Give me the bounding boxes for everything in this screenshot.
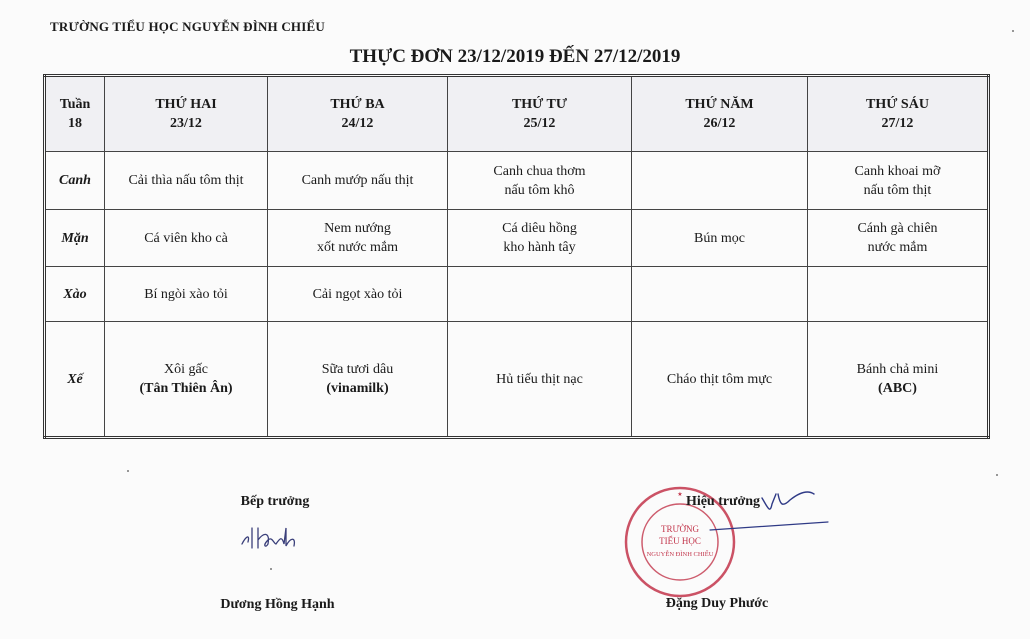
scan-speck <box>1012 30 1014 32</box>
dish-line: Bí ngòi xào tỏi <box>144 286 228 302</box>
dish-line: xốt nước mắm <box>316 240 399 255</box>
menu-cell <box>632 267 808 322</box>
menu-cell <box>448 267 632 322</box>
school-name: TRƯỜNG TIỂU HỌC NGUYỄN ĐÌNH CHIỂU <box>50 19 325 34</box>
meal-label: Xế <box>45 322 105 438</box>
dish-brand: (ABC) <box>878 381 917 396</box>
menu-cell <box>808 322 989 438</box>
scan-speck <box>270 568 272 570</box>
day-name: THỨ SÁU <box>866 97 929 112</box>
scan-speck <box>127 470 129 472</box>
menu-cell <box>448 152 632 210</box>
dish-line: Cải thìa nấu tôm thịt <box>128 173 244 188</box>
day-date: 25/12 <box>523 116 556 131</box>
dish-line: Cháo thịt tôm mực <box>666 371 773 387</box>
day-date: 27/12 <box>881 116 914 131</box>
dish-brand: (Tân Thiên Ân) <box>139 381 233 396</box>
dish-line: nấu tôm khô <box>504 182 575 198</box>
scan-speck <box>996 474 998 476</box>
menu-cell <box>268 152 448 210</box>
dish-line: Canh khoai mỡ <box>854 163 941 179</box>
dish-line: Sữa tươi dâu <box>321 362 394 377</box>
day-date: 26/12 <box>703 116 736 131</box>
menu-cell <box>808 152 989 210</box>
chef-name: Dương Hồng Hạnh <box>220 597 335 612</box>
dish-line: Cánh gà chiên <box>857 221 938 236</box>
week-label: Tuần <box>59 97 91 112</box>
dish-line: Cá viên kho cà <box>144 230 228 246</box>
menu-cell <box>105 210 268 267</box>
menu-cell <box>448 210 632 267</box>
menu-cell <box>808 210 989 267</box>
menu-cell <box>808 267 989 322</box>
dish-line: Cá diêu hồng <box>502 221 577 236</box>
day-header <box>808 76 989 152</box>
meal-row-xe <box>45 322 989 438</box>
dish-line: Hủ tiếu thịt nạc <box>496 371 583 387</box>
dish-line: Cải ngọt xào tỏi <box>312 286 403 302</box>
meal-label: Mặn <box>45 210 105 267</box>
principal-signature <box>700 484 840 544</box>
day-name: THỨ BA <box>330 97 385 112</box>
dish-line: Bún mọc <box>694 230 745 246</box>
chef-signature <box>238 522 328 556</box>
day-header <box>268 76 448 152</box>
dish-line: Canh chua thơm <box>493 163 586 179</box>
menu-cell <box>632 322 808 438</box>
day-name: THỨ TƯ <box>511 97 568 112</box>
menu-cell <box>632 152 808 210</box>
principal-name: Đặng Duy Phước <box>665 596 769 611</box>
meal-row-canh <box>45 152 989 210</box>
dish-line: nấu tôm thịt <box>863 182 932 198</box>
chef-role: Bếp trưởng <box>240 494 310 509</box>
menu-cell <box>268 210 448 267</box>
menu-cell <box>105 267 268 322</box>
meal-label: Xào <box>45 267 105 322</box>
day-name: THỨ NĂM <box>685 97 754 112</box>
menu-cell <box>105 322 268 438</box>
day-header <box>105 76 268 152</box>
header-row <box>45 76 989 152</box>
meal-row-xao <box>45 267 989 322</box>
week-header <box>45 76 105 152</box>
dish-line: kho hành tây <box>503 240 576 255</box>
day-date: 24/12 <box>341 116 374 131</box>
dish-line: Nem nướng <box>324 221 391 236</box>
menu-cell <box>448 322 632 438</box>
day-header <box>448 76 632 152</box>
svg-text:NGUYỄN ĐÌNH CHIỂU: NGUYỄN ĐÌNH CHIỂU <box>646 551 714 558</box>
dish-line: nước mắm <box>867 240 928 255</box>
dish-line: Xôi gấc <box>164 362 208 377</box>
svg-text:TIỂU HỌC: TIỂU HỌC <box>659 536 701 546</box>
menu-cell <box>268 267 448 322</box>
menu-title: THỰC ĐƠN 23/12/2019 ĐẾN 27/12/2019 <box>349 46 681 67</box>
principal-role: Hiệu trưởng <box>685 494 761 509</box>
svg-text:★: ★ <box>677 492 683 498</box>
menu-table <box>43 74 990 439</box>
meal-label: Canh <box>45 152 105 210</box>
menu-cell <box>632 210 808 267</box>
day-name: THỨ HAI <box>155 97 217 112</box>
dish-line: Canh mướp nấu thịt <box>301 173 414 188</box>
day-header <box>632 76 808 152</box>
menu-cell <box>105 152 268 210</box>
dish-brand: (vinamilk) <box>326 381 389 396</box>
dish-line: Bánh chả mini <box>856 362 939 377</box>
meal-row-man <box>45 210 989 267</box>
menu-cell <box>268 322 448 438</box>
day-date: 23/12 <box>170 116 202 131</box>
week-number: 18 <box>68 116 82 131</box>
svg-text:TRƯỜNG: TRƯỜNG <box>661 524 699 534</box>
